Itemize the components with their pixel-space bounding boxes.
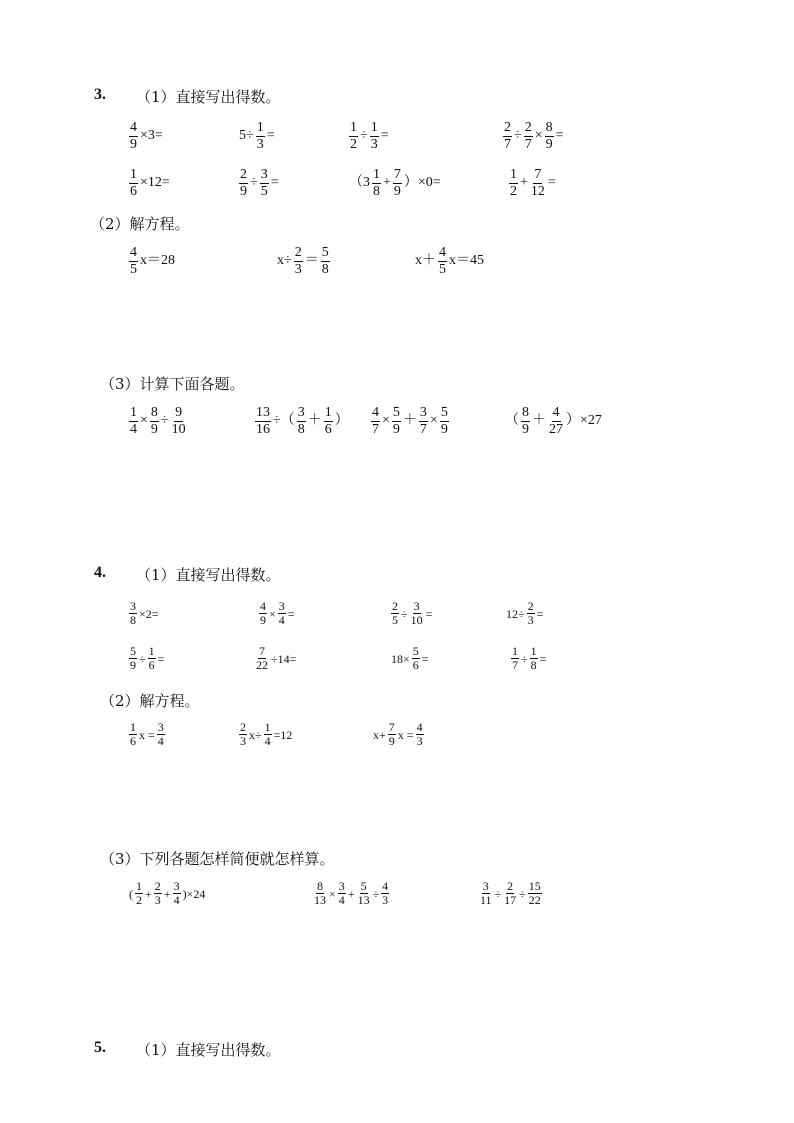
expression-text: = xyxy=(555,128,564,144)
numerator: 3 xyxy=(173,879,180,893)
math-expression xyxy=(390,600,433,628)
expression-text: ）×0= xyxy=(403,175,441,191)
fraction xyxy=(391,600,399,628)
fraction xyxy=(548,405,564,437)
denominator: 9 xyxy=(260,613,266,628)
numerator: 1 xyxy=(264,720,271,734)
denominator: 9 xyxy=(393,183,401,199)
expression-text: x÷ xyxy=(249,727,262,742)
expression-text: = xyxy=(380,128,389,144)
denominator: 17 xyxy=(504,893,517,908)
expression-text: ＝ xyxy=(304,253,319,269)
numerator: 7 xyxy=(534,167,542,182)
fraction xyxy=(503,120,512,152)
denominator: 10 xyxy=(410,613,423,628)
fraction xyxy=(150,405,159,437)
denominator: 7 xyxy=(524,136,532,152)
denominator: 9 xyxy=(240,183,247,199)
math-expression xyxy=(276,245,331,277)
expression-text: + xyxy=(347,886,355,901)
expression-text: = xyxy=(421,651,429,666)
expression-text: ） xyxy=(334,413,349,429)
fraction xyxy=(528,880,542,908)
denominator: 11 xyxy=(480,893,492,908)
numerator: 4 xyxy=(260,599,266,613)
numerator: 2 xyxy=(527,599,534,613)
denominator: 22 xyxy=(256,658,268,673)
fraction xyxy=(521,405,530,437)
part-heading: （1）直接写出得数。 xyxy=(136,566,281,584)
math-expression xyxy=(504,405,603,437)
fraction xyxy=(259,600,267,628)
denominator: 9 xyxy=(545,136,553,152)
denominator: 22 xyxy=(528,893,541,908)
fraction xyxy=(297,405,306,437)
numerator: 1 xyxy=(256,120,264,135)
denominator: 4 xyxy=(278,613,285,628)
expression-text: = xyxy=(266,128,275,144)
fraction xyxy=(313,880,327,908)
denominator: 8 xyxy=(530,658,537,673)
expression-text: ÷ xyxy=(401,606,408,621)
fraction xyxy=(148,645,156,673)
denominator: 9 xyxy=(150,421,158,437)
fraction xyxy=(324,405,333,437)
expression-text: = xyxy=(287,606,295,621)
expression-text: ）×27 xyxy=(566,413,602,429)
expression-text: + xyxy=(145,886,152,901)
numerator: 4 xyxy=(130,245,137,260)
fraction xyxy=(524,120,533,152)
numerator: 8 xyxy=(317,879,323,893)
fraction xyxy=(440,405,449,437)
numerator: 1 xyxy=(324,405,332,420)
math-expression xyxy=(502,120,565,152)
math-expression xyxy=(370,405,450,437)
denominator: 4 xyxy=(173,893,180,908)
fraction xyxy=(393,167,402,199)
expression-text: ＋ xyxy=(307,413,322,429)
denominator: 2 xyxy=(136,893,142,908)
expression-text: = xyxy=(547,175,556,191)
fraction xyxy=(503,880,517,908)
denominator: 9 xyxy=(130,658,136,673)
denominator: 9 xyxy=(388,734,395,749)
denominator: 6 xyxy=(130,183,137,199)
fraction xyxy=(256,120,265,152)
numerator: 4 xyxy=(130,120,137,135)
numerator: 7 xyxy=(388,720,395,734)
part-heading: （3）计算下面各题。 xyxy=(100,375,245,393)
math-expression xyxy=(238,167,280,199)
math-expression xyxy=(128,645,165,673)
part-heading: （1）直接写出得数。 xyxy=(136,1041,281,1059)
fraction xyxy=(370,120,379,152)
fraction xyxy=(129,645,137,673)
numerator: 1 xyxy=(136,879,142,893)
fraction xyxy=(294,245,303,277)
denominator: 9 xyxy=(440,421,448,437)
math-expression xyxy=(348,167,442,199)
denominator: 4 xyxy=(157,734,164,749)
denominator: 7 xyxy=(512,658,518,673)
numerator: 7 xyxy=(259,644,265,658)
numerator: 5 xyxy=(392,405,400,420)
numerator: 3 xyxy=(278,599,285,613)
denominator: 7 xyxy=(372,421,379,437)
math-expression xyxy=(414,245,485,277)
denominator: 5 xyxy=(130,261,137,277)
numerator: 8 xyxy=(545,120,553,135)
denominator: 3 xyxy=(294,261,302,277)
numerator: 3 xyxy=(413,599,420,613)
fraction xyxy=(372,167,381,199)
expression-text: = xyxy=(425,606,433,621)
fraction xyxy=(129,721,137,749)
fraction xyxy=(412,645,420,673)
denominator: 13 xyxy=(357,893,370,908)
denominator: 5 xyxy=(260,183,268,199)
numerator: 2 xyxy=(154,879,161,893)
denominator: 8 xyxy=(321,261,329,277)
numerator: 3 xyxy=(260,167,268,182)
expression-text: ×2= xyxy=(139,606,159,621)
math-expression xyxy=(372,721,425,749)
expression-text: ÷ xyxy=(514,128,522,144)
denominator: 9 xyxy=(392,421,400,437)
part-heading: （1）直接写出得数。 xyxy=(136,88,281,106)
math-expression xyxy=(128,120,164,152)
fraction xyxy=(321,245,330,277)
numerator: 1 xyxy=(510,167,517,182)
expression-text: = xyxy=(536,606,544,621)
denominator: 6 xyxy=(130,734,136,749)
expression-text: ×12= xyxy=(140,175,170,191)
expression-text: 12÷ xyxy=(506,606,525,621)
expression-text: ÷ xyxy=(139,651,146,666)
expression-text: 18× xyxy=(391,651,410,666)
expression-text: ＋ xyxy=(402,413,417,429)
numerator: 2 xyxy=(294,245,302,260)
fraction xyxy=(357,880,371,908)
numerator: 7 xyxy=(393,167,401,182)
numerator: 9 xyxy=(175,405,183,420)
math-expression xyxy=(128,721,166,749)
numerator: 1 xyxy=(130,405,137,420)
expression-text: × xyxy=(382,413,390,429)
expression-text: × xyxy=(140,413,148,429)
fraction xyxy=(338,880,346,908)
numerator: 3 xyxy=(338,879,345,893)
denominator: 7 xyxy=(504,136,511,152)
part-heading: （2）解方程。 xyxy=(100,692,200,710)
denominator: 12 xyxy=(530,183,545,199)
fraction xyxy=(381,880,389,908)
fraction xyxy=(239,721,247,749)
fraction xyxy=(264,721,272,749)
expression-text: ÷ xyxy=(160,413,169,429)
numerator: 13 xyxy=(256,405,270,420)
denominator: 9 xyxy=(522,421,529,437)
numerator: 1 xyxy=(373,167,380,182)
fraction xyxy=(349,120,358,152)
fraction xyxy=(135,880,143,908)
numerator: 15 xyxy=(528,879,541,893)
expression-text: × xyxy=(269,606,276,621)
fraction xyxy=(255,405,271,437)
expression-text: （ xyxy=(505,413,519,429)
expression-text: = xyxy=(157,651,165,666)
math-expression xyxy=(390,645,430,673)
math-expression xyxy=(312,880,390,908)
numerator: 4 xyxy=(439,245,446,260)
math-expression xyxy=(254,645,297,673)
expression-text: x÷ xyxy=(277,253,292,269)
expression-text: × xyxy=(329,886,336,901)
expression-text: x = xyxy=(139,727,155,742)
math-expression xyxy=(254,405,350,437)
expression-text: =12 xyxy=(273,727,293,742)
numerator: 8 xyxy=(522,405,529,420)
numerator: 3 xyxy=(297,405,305,420)
numerator: 8 xyxy=(150,405,158,420)
math-expression xyxy=(348,120,390,152)
fraction xyxy=(388,721,396,749)
fraction xyxy=(527,600,535,628)
math-expression xyxy=(128,880,206,908)
fraction xyxy=(410,600,424,628)
expression-text: x = xyxy=(397,727,414,742)
denominator: 2 xyxy=(350,136,357,152)
fraction xyxy=(255,645,269,673)
fraction xyxy=(371,405,380,437)
denominator: 8 xyxy=(297,421,305,437)
expression-text: ÷ xyxy=(494,886,502,901)
math-expression xyxy=(508,167,557,199)
fraction xyxy=(129,120,138,152)
expression-text: × xyxy=(534,128,543,144)
fraction xyxy=(530,167,546,199)
fraction xyxy=(530,645,538,673)
fraction xyxy=(511,645,519,673)
denominator: 5 xyxy=(392,613,398,628)
numerator: 3 xyxy=(130,599,136,613)
math-expression xyxy=(510,645,547,673)
fraction xyxy=(416,721,424,749)
numerator: 2 xyxy=(524,120,532,135)
numerator: 3 xyxy=(157,720,164,734)
denominator: 2 xyxy=(510,183,517,199)
denominator: 3 xyxy=(527,613,534,628)
math-expression xyxy=(258,600,296,628)
denominator: 6 xyxy=(412,658,419,673)
fraction xyxy=(260,167,269,199)
denominator: 8 xyxy=(130,613,136,628)
math-expression xyxy=(478,880,543,908)
section-number: 5. xyxy=(94,1039,106,1056)
numerator: 1 xyxy=(130,720,136,734)
math-expression xyxy=(128,405,188,437)
expression-text: ×3= xyxy=(140,128,163,144)
expression-text: x＝28 xyxy=(140,253,175,269)
denominator: 5 xyxy=(439,261,446,277)
expression-text: ÷ xyxy=(519,886,526,901)
numerator: 4 xyxy=(416,720,423,734)
fraction xyxy=(157,721,165,749)
expression-text: × xyxy=(429,413,438,429)
math-expression xyxy=(238,120,276,152)
denominator: 6 xyxy=(148,658,155,673)
numerator: 1 xyxy=(148,644,155,658)
denominator: 3 xyxy=(416,734,423,749)
numerator: 5 xyxy=(412,644,419,658)
expression-text: （3 xyxy=(349,175,370,191)
denominator: 8 xyxy=(373,183,380,199)
section-number: 3. xyxy=(94,86,106,103)
numerator: 1 xyxy=(512,644,518,658)
denominator: 4 xyxy=(264,734,271,749)
fraction xyxy=(129,245,138,277)
fraction xyxy=(129,405,138,437)
denominator: 4 xyxy=(130,421,137,437)
numerator: 1 xyxy=(530,644,537,658)
fraction xyxy=(392,405,401,437)
expression-text: )×24 xyxy=(182,886,206,901)
numerator: 4 xyxy=(372,405,379,420)
numerator: 2 xyxy=(240,167,247,182)
expression-text: ÷ xyxy=(250,175,258,191)
math-expression xyxy=(128,245,176,277)
expression-text: x+ xyxy=(373,727,386,742)
denominator: 9 xyxy=(130,136,137,152)
fraction xyxy=(239,167,248,199)
expression-text: ÷ xyxy=(360,128,368,144)
numerator: 1 xyxy=(370,120,378,135)
expression-text: ÷ xyxy=(372,886,380,901)
expression-text: = xyxy=(539,651,547,666)
denominator: 27 xyxy=(549,421,563,437)
fraction xyxy=(154,880,162,908)
expression-text: + xyxy=(163,886,171,901)
fraction xyxy=(545,120,554,152)
numerator: 2 xyxy=(504,120,511,135)
expression-text: 5÷ xyxy=(239,128,254,144)
expression-text: = xyxy=(270,175,279,191)
fraction xyxy=(129,600,137,628)
fraction xyxy=(419,405,428,437)
fraction xyxy=(173,880,181,908)
numerator: 1 xyxy=(130,167,137,182)
denominator: 3 xyxy=(240,734,246,749)
denominator: 3 xyxy=(370,136,378,152)
numerator: 5 xyxy=(440,405,448,420)
section-number: 4. xyxy=(94,564,106,581)
numerator: 2 xyxy=(240,720,246,734)
denominator: 10 xyxy=(171,421,186,437)
fraction xyxy=(129,167,138,199)
numerator: 2 xyxy=(392,599,398,613)
denominator: 13 xyxy=(314,893,326,908)
expression-text: ÷（ xyxy=(273,413,295,429)
denominator: 3 xyxy=(256,136,264,152)
numerator: 5 xyxy=(130,644,136,658)
denominator: 16 xyxy=(256,421,270,437)
numerator: 3 xyxy=(419,405,427,420)
numerator: 4 xyxy=(382,879,389,893)
math-expression xyxy=(128,167,171,199)
expression-text: x＋ xyxy=(415,253,436,269)
part-heading: （3）下列各题怎样简便就怎样算。 xyxy=(100,850,335,868)
fraction xyxy=(171,405,187,437)
denominator: 6 xyxy=(324,421,332,437)
numerator: 1 xyxy=(350,120,357,135)
expression-text: ( xyxy=(129,886,133,901)
expression-text: + xyxy=(520,175,528,191)
denominator: 3 xyxy=(154,893,161,908)
denominator: 3 xyxy=(382,893,389,908)
numerator: 5 xyxy=(360,879,367,893)
fraction xyxy=(479,880,493,908)
numerator: 4 xyxy=(552,405,560,420)
math-expression xyxy=(238,721,293,749)
math-expression xyxy=(505,600,544,628)
expression-text: ÷14= xyxy=(271,651,297,666)
fraction xyxy=(278,600,286,628)
denominator: 7 xyxy=(419,421,427,437)
fraction xyxy=(438,245,447,277)
expression-text: x＝45 xyxy=(449,253,484,269)
part-heading: （2）解方程。 xyxy=(90,215,190,233)
fraction xyxy=(509,167,518,199)
math-expression xyxy=(128,600,160,628)
numerator: 5 xyxy=(321,245,329,260)
expression-text: ＋ xyxy=(532,413,546,429)
numerator: 3 xyxy=(482,879,489,893)
expression-text: + xyxy=(383,175,391,191)
expression-text: ÷ xyxy=(521,651,528,666)
numerator: 2 xyxy=(507,879,514,893)
denominator: 4 xyxy=(338,893,345,908)
